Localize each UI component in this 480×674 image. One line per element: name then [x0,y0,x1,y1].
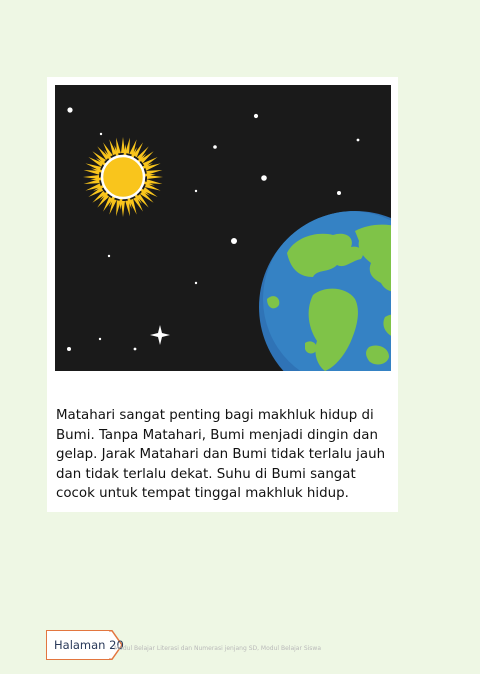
space-scene [55,85,391,371]
footer-caption: Modul Belajar Literasi dan Numerasi jenjang SD, Modul Belajar Siswa [114,645,322,652]
sun-earth-illustration [55,85,391,371]
body-paragraph: Matahari sangat penting bagi makhluk hidup di Bumi. Tanpa Matahari, Bumi menjadi dingin dan gelap. Jarak Matahari dan Bumi tidak terlalu jauh dan tidak terlalu dekat. Suhu di Bumi sangat cocok untuk tempat tinggal makhluk hidup. [56,408,386,501]
content-card [47,77,398,512]
page-number-label: Halaman 20 [54,638,124,652]
